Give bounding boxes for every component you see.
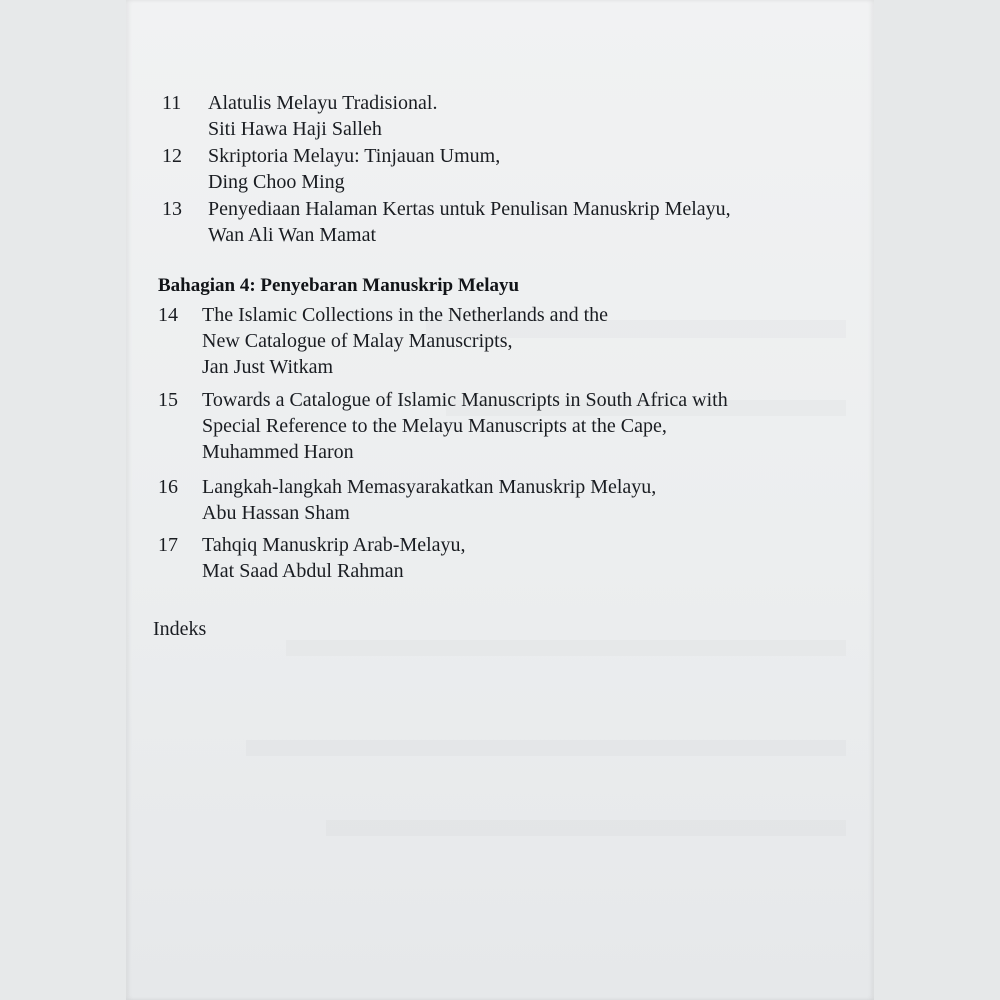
- book-page: [126, 0, 874, 1000]
- toc-entry-number: 17: [158, 534, 178, 556]
- toc-entry-number: 12: [162, 145, 182, 167]
- left-background: [0, 0, 126, 1000]
- toc-entry-title: Skriptoria Melayu: Tinjauan Umum,: [208, 145, 501, 167]
- toc-entry-author: Abu Hassan Sham: [202, 502, 350, 524]
- show-through-mark: [246, 740, 846, 756]
- toc-entry-author: Wan Ali Wan Mamat: [208, 224, 377, 246]
- toc-entry-title: Alatulis Melayu Tradisional.: [208, 92, 438, 114]
- right-background: [874, 0, 1000, 1000]
- toc-entry-line: New Catalogue of Malay Manuscripts,: [202, 330, 513, 352]
- toc-entry-author: Jan Just Witkam: [202, 356, 334, 378]
- toc-entry-line: The Islamic Collections in the Netherlands and the: [202, 304, 608, 326]
- toc-entry-number: 11: [162, 92, 182, 114]
- toc-entry-number: 15: [158, 389, 178, 411]
- section-heading: Bahagian 4: Penyebaran Manuskrip Melayu: [158, 275, 520, 296]
- toc-entry-author: Ding Choo Ming: [208, 171, 345, 193]
- index-label: Indeks: [153, 618, 207, 640]
- toc-entry-author: Mat Saad Abdul Rahman: [202, 560, 404, 582]
- toc-entry-author: Siti Hawa Haji Salleh: [208, 118, 382, 140]
- toc-entry-title: Penyediaan Halaman Kertas untuk Penulisan Manuskrip Melayu,: [208, 198, 731, 220]
- toc-entry-line: Towards a Catalogue of Islamic Manuscripts in South Africa with: [202, 389, 728, 411]
- toc-entry-number: 16: [158, 476, 178, 498]
- toc-entry-author: Muhammed Haron: [202, 441, 354, 463]
- show-through-mark: [326, 820, 846, 836]
- toc-entry-line: Tahqiq Manuskrip Arab-Melayu,: [202, 534, 466, 556]
- toc-entry-line: Special Reference to the Melayu Manuscripts at the Cape,: [202, 415, 667, 437]
- toc-entry-number: 13: [162, 198, 182, 220]
- show-through-mark: [286, 640, 846, 656]
- toc-entry-number: 14: [158, 304, 178, 326]
- toc-entry-line: Langkah-langkah Memasyarakatkan Manuskrip Melayu,: [202, 476, 657, 498]
